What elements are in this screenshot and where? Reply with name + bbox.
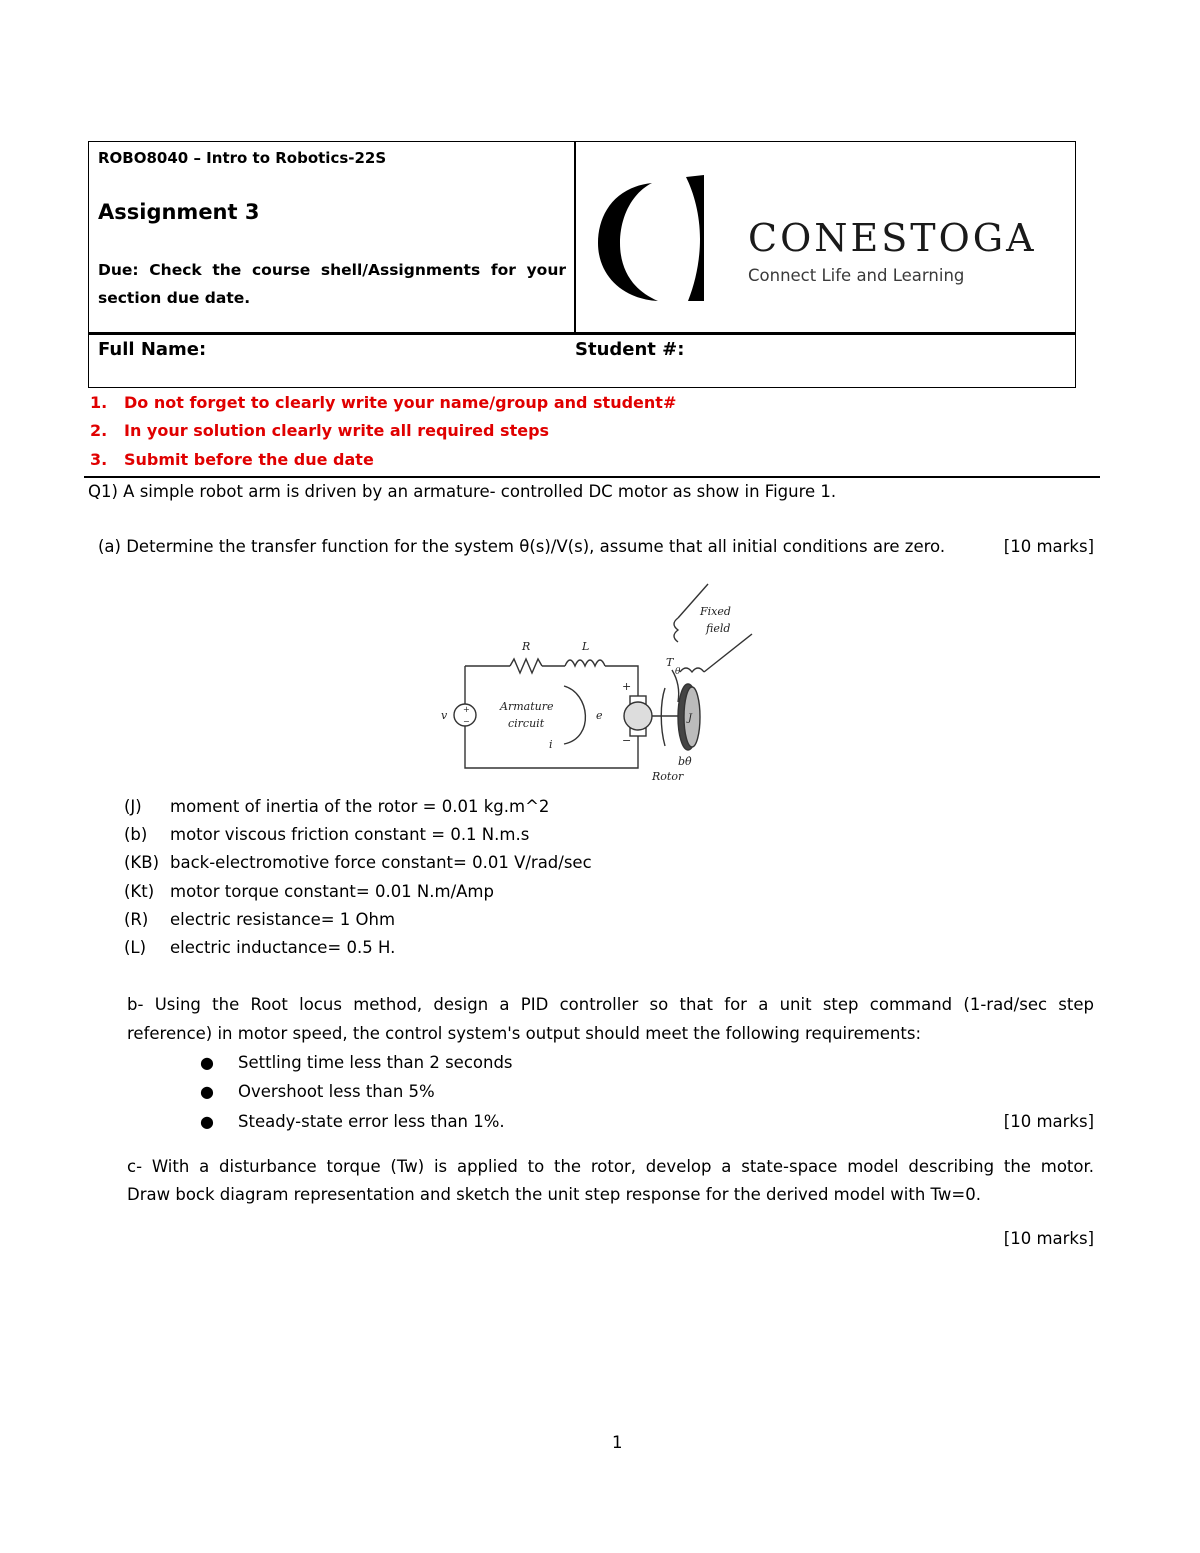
due-note: Due: Check the course shell/Assignments for your section due date. (98, 261, 566, 307)
torque-label: T (666, 656, 674, 669)
question-intro: Q1) A simple robot arm is driven by an armature- controlled DC motor as show in Figure 1. (88, 482, 837, 501)
full-name-label: Full Name: (98, 339, 207, 360)
page-number: 1 (612, 1433, 623, 1452)
dc-motor-figure (430, 578, 770, 788)
voltage-label: v (441, 709, 448, 722)
bullet-icon: ● (200, 1112, 214, 1131)
parameter-text: motor torque constant= 0.01 N.m/Amp (170, 882, 494, 901)
minus-sign: − (622, 734, 632, 747)
parameter-text: electric inductance= 0.5 H. (170, 938, 396, 957)
source-plus: + (463, 705, 470, 714)
instruction-text: Do not forget to clearly write your name/group and student# (124, 393, 677, 412)
inductor-label: L (582, 640, 590, 653)
source-minus: − (463, 717, 470, 726)
section-separator (84, 476, 1100, 478)
friction-label: bθ̇ (678, 755, 692, 768)
logo-wordmark: CONESTOGA (748, 216, 1037, 260)
parameter-symbol: (L) (124, 938, 147, 957)
parameter-symbol: (KB) (124, 853, 160, 872)
header-table (88, 141, 1076, 388)
field-label: field (706, 622, 731, 635)
rotor-label: Rotor (652, 770, 684, 783)
course-title: ROBO8040 – Intro to Robotics-22S (98, 149, 387, 167)
part-a-text: (a) Determine the transfer function for the system θ(s)/V(s), assume that all initial conditions are zero. (98, 537, 946, 556)
parameter-text: moment of inertia of the rotor = 0.01 kg.m^2 (170, 797, 550, 816)
plus-sign: + (622, 680, 632, 693)
part-b-line: reference) in motor speed, the control system's output should meet the following requirements: (127, 1024, 922, 1043)
theta-label: θ (675, 667, 681, 677)
parameter-symbol: (J) (124, 797, 142, 816)
instruction-number: 1. (90, 393, 108, 412)
instruction-number: 3. (90, 450, 108, 469)
parameter-text: electric resistance= 1 Ohm (170, 910, 396, 929)
circuit-label: circuit (508, 717, 545, 730)
parameter-text: motor viscous friction constant = 0.1 N.m.s (170, 825, 530, 844)
requirement-item: Settling time less than 2 seconds (238, 1053, 513, 1072)
parameter-symbol: (Kt) (124, 882, 155, 901)
instruction-text: In your solution clearly write all required steps (124, 421, 550, 440)
parameter-item (124, 853, 592, 872)
fixed-label: Fixed (700, 605, 731, 618)
parameter-item (124, 938, 395, 957)
current-label: i (549, 738, 553, 751)
bullet-icon: ● (200, 1082, 214, 1101)
parameter-symbol: (b) (124, 825, 148, 844)
parameter-item (124, 882, 494, 901)
parameter-item (124, 825, 529, 844)
parameter-text: back-electromotive force constant= 0.01 V/rad/sec (170, 853, 592, 872)
requirement-item: Overshoot less than 5% (238, 1082, 435, 1101)
parameter-item (124, 910, 395, 929)
assignment-title: Assignment 3 (98, 200, 260, 224)
instruction-item (90, 421, 549, 440)
part-b-marks: [10 marks] (1003, 1112, 1094, 1131)
part-c-line: c- With a disturbance torque (Tw) is applied to the rotor, develop a state-space model describing the motor. (127, 1157, 1094, 1176)
emf-label: e (596, 709, 603, 722)
conestoga-logo-icon (592, 175, 712, 305)
requirement-item: Steady-state error less than 1%. (238, 1112, 505, 1131)
table-divider (574, 142, 576, 334)
table-divider (89, 332, 1075, 335)
instruction-number: 2. (90, 421, 108, 440)
parameter-symbol: (R) (124, 910, 149, 929)
inertia-label: J (688, 713, 693, 724)
instruction-text: Submit before the due date (124, 450, 374, 469)
part-a-marks: [10 marks] (1003, 537, 1094, 556)
instruction-item (90, 450, 374, 469)
instruction-item (90, 393, 676, 412)
student-number-label: Student #: (575, 339, 685, 360)
part-c-line: Draw bock diagram representation and sketch the unit step response for the derived model with Tw=0. (127, 1185, 981, 1204)
logo-tagline: Connect Life and Learning (748, 266, 965, 285)
part-c-marks: [10 marks] (1003, 1229, 1094, 1248)
resistor-label: R (522, 640, 531, 653)
bullet-icon: ● (200, 1053, 214, 1072)
parameter-item (124, 797, 549, 816)
part-b-line: b- Using the Root locus method, design a PID controller so that for a unit step command (1-rad/sec step (127, 995, 1094, 1014)
armature-label: Armature (500, 700, 554, 713)
